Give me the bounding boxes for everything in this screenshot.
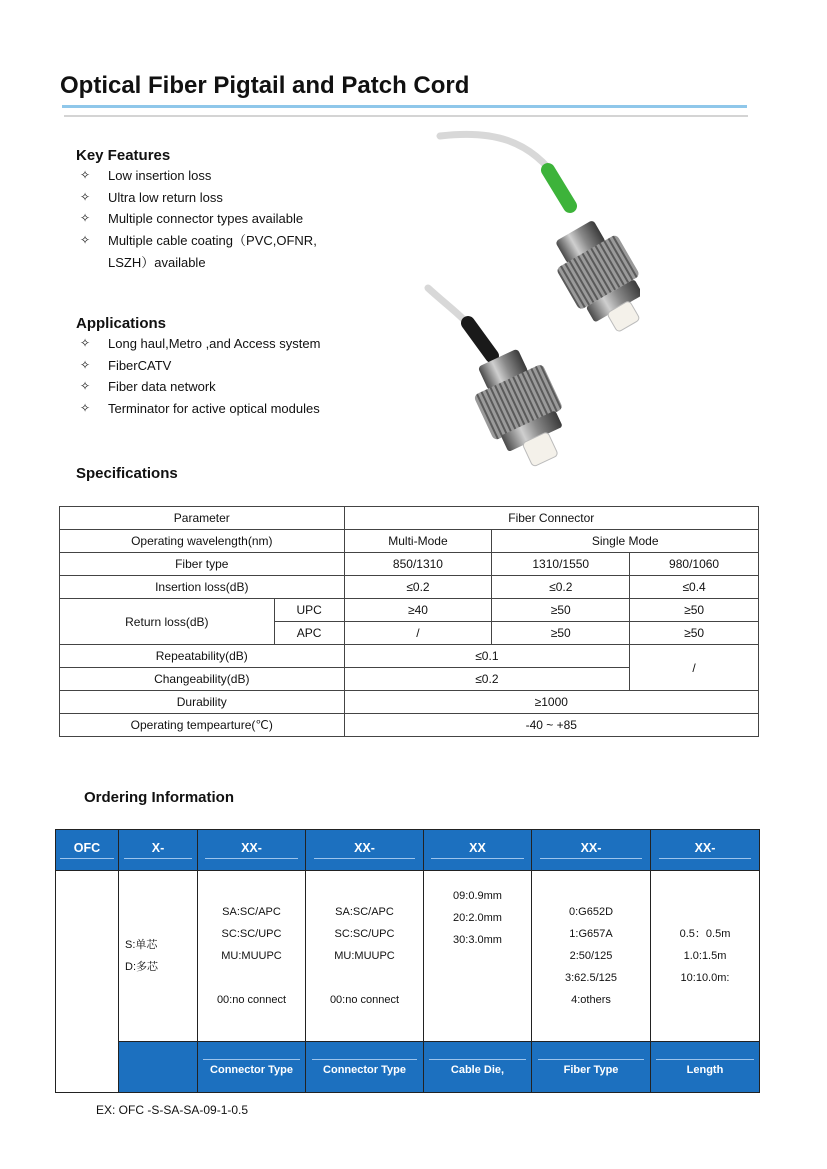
- page-title: Optical Fiber Pigtail and Patch Cord: [60, 72, 470, 99]
- table-row: [56, 1042, 760, 1093]
- table-cell: ≥50: [630, 599, 759, 622]
- table-cell: Length: [651, 1042, 760, 1093]
- table-cell: XX-: [198, 830, 306, 871]
- bullet-icon: ✧: [80, 357, 91, 372]
- ordering-table: [55, 829, 760, 1093]
- key-features-heading: Key Features: [76, 147, 171, 164]
- table-cell: ≤0.4: [630, 576, 759, 599]
- table-cell: Return loss(dB): [60, 599, 275, 645]
- table-cell: ≥50: [492, 622, 630, 645]
- table-cell: ≤0.2: [492, 576, 630, 599]
- list-item: ✧ Multiple connector types available: [80, 208, 340, 230]
- bullet-icon: ✧: [80, 211, 91, 226]
- table-cell: Fiber type: [60, 553, 345, 576]
- fiber-pigtail-photo: [420, 128, 640, 476]
- bullet-icon: ✧: [80, 336, 91, 350]
- bullet-icon: ✧: [80, 233, 91, 248]
- applications-list: [80, 333, 340, 420]
- list-item: ✧ Multiple cable coating（PVC,OFNR, LSZH）available: [80, 230, 340, 273]
- table-cell: XX-: [532, 830, 651, 871]
- table-cell: Cable Die,: [424, 1042, 532, 1093]
- table-cell: 09:0.9mm 20:2.0mm 30:3.0mm: [424, 871, 532, 1042]
- table-cell: ≤0.2: [344, 576, 492, 599]
- key-features-list: [80, 165, 340, 274]
- table-row: [60, 553, 759, 576]
- bullet-icon: ✧: [80, 168, 91, 182]
- table-row: [60, 530, 759, 553]
- table-cell: Fiber Connector: [344, 507, 758, 530]
- table-cell: 980/1060: [630, 553, 759, 576]
- table-cell: Multi-Mode: [344, 530, 492, 553]
- list-item: ✧ FiberCATV: [80, 355, 340, 377]
- table-row: [60, 507, 759, 530]
- table-cell: ≥50: [492, 599, 630, 622]
- table-cell: ≤0.1: [344, 645, 630, 668]
- table-cell: Connector Type: [306, 1042, 424, 1093]
- table-row: [60, 576, 759, 599]
- bullet-icon: ✧: [80, 189, 91, 204]
- list-item: ✧ Long haul,Metro ,and Access system: [80, 333, 340, 355]
- table-cell: Operating wavelength(nm): [60, 530, 345, 553]
- table-cell: Operating tempearture(℃): [60, 714, 345, 737]
- bullet-icon: ✧: [80, 401, 91, 416]
- table-cell: APC: [274, 622, 344, 645]
- table-cell: Changeability(dB): [60, 668, 345, 691]
- table-cell: Fiber Type: [532, 1042, 651, 1093]
- table-row: [60, 691, 759, 714]
- list-item: ✧ Fiber data network: [80, 376, 340, 398]
- applications-heading: Applications: [76, 315, 167, 332]
- table-cell: X-: [119, 830, 198, 871]
- table-row: [56, 830, 760, 871]
- table-cell: SA:SC/APC SC:SC/UPC MU:MUUPC 00:no connect: [306, 871, 424, 1042]
- table-row: [56, 871, 760, 1042]
- table-cell: S:单芯 D:多芯: [119, 871, 198, 1042]
- table-cell: 0:G652D 1:G657A 2:50/125 3:62.5/125 4:others: [532, 871, 651, 1042]
- table-cell: Parameter: [60, 507, 345, 530]
- table-cell: Repeatability(dB): [60, 645, 345, 668]
- table-cell: UPC: [274, 599, 344, 622]
- table-cell: ≤0.2: [344, 668, 630, 691]
- table-cell: [56, 871, 119, 1093]
- table-cell: Insertion loss(dB): [60, 576, 345, 599]
- table-cell: SA:SC/APC SC:SC/UPC MU:MUUPC 00:no connect: [198, 871, 306, 1042]
- table-cell: ≥40: [344, 599, 492, 622]
- list-item: ✧ Low insertion loss: [80, 165, 340, 187]
- table-cell: /: [344, 622, 492, 645]
- table-row: [60, 714, 759, 737]
- table-cell: Single Mode: [492, 530, 759, 553]
- title-rule-blue: [62, 105, 747, 108]
- table-cell: Durability: [60, 691, 345, 714]
- list-item: ✧ Terminator for active optical modules: [80, 398, 340, 420]
- table-cell: -40 ~ +85: [344, 714, 758, 737]
- table-cell: XX: [424, 830, 532, 871]
- table-cell: [119, 1042, 198, 1093]
- table-cell: XX-: [651, 830, 760, 871]
- table-cell: ≥50: [630, 622, 759, 645]
- table-cell: Connector Type: [198, 1042, 306, 1093]
- table-row: [60, 599, 759, 622]
- specifications-heading: Specifications: [76, 465, 178, 482]
- title-rule-grey: [64, 115, 748, 117]
- specifications-table: [59, 506, 759, 737]
- table-cell: XX-: [306, 830, 424, 871]
- table-cell: ≥1000: [344, 691, 758, 714]
- ordering-heading: Ordering Information: [84, 789, 234, 806]
- table-cell: 0.5：0.5m 1.0:1.5m 10:10.0m:: [651, 871, 760, 1042]
- table-cell: 850/1310: [344, 553, 492, 576]
- table-cell: /: [630, 645, 759, 691]
- bullet-icon: ✧: [80, 379, 91, 394]
- table-cell: 1310/1550: [492, 553, 630, 576]
- table-row: [60, 645, 759, 668]
- table-cell: OFC: [56, 830, 119, 871]
- list-item: ✧ Ultra low return loss: [80, 187, 340, 209]
- order-example: EX: OFC -S-SA-SA-09-1-0.5: [96, 1103, 249, 1117]
